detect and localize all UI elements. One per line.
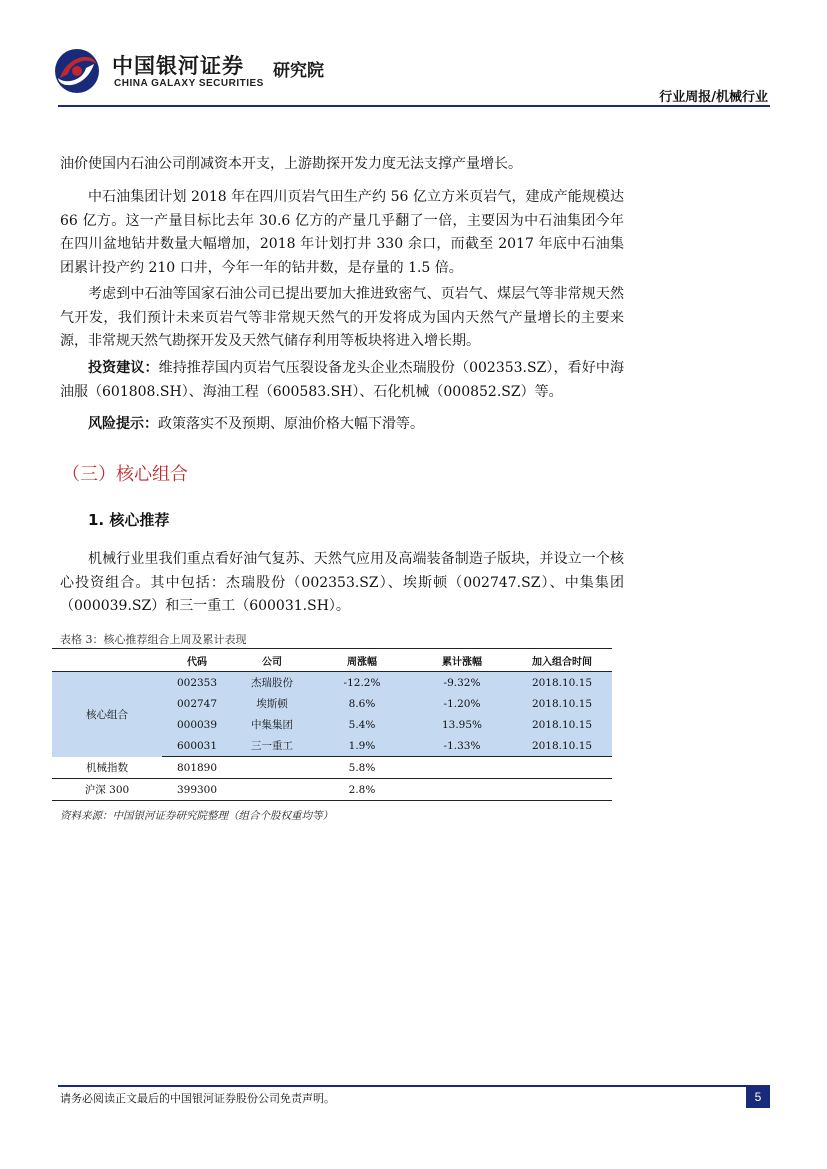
- cell-cum: [412, 757, 512, 779]
- table-caption: 表格 3：核心推荐组合上周及累计表现: [60, 633, 247, 646]
- table-row: [52, 757, 612, 779]
- section-title: （三）核心组合: [62, 464, 188, 485]
- cell-date: 2018.10.15: [512, 672, 612, 694]
- report-category: 行业周报/机械行业: [659, 90, 768, 105]
- cell-date: 2018.10.15: [512, 693, 612, 714]
- page-number: 5: [746, 1086, 770, 1108]
- cell-company: 中集集团: [232, 714, 312, 735]
- header-company: 公司: [232, 649, 312, 672]
- risk-warning-text: 政策落实不及预期、原油价格大幅下滑等。: [158, 416, 424, 432]
- footer-divider: [58, 1085, 770, 1087]
- subsection-title: 1. 核心推荐: [88, 511, 170, 529]
- cell-week: 2.8%: [312, 779, 412, 801]
- cell-code: 801890: [162, 757, 232, 779]
- page-header: [40, 40, 770, 106]
- cell-date: [512, 779, 612, 801]
- paragraph-1: 油价使国内石油公司削减资本开支，上游勘探开发力度无法支撑产量增长。: [60, 156, 522, 172]
- paragraph-3: 考虑到中石油等国家石油公司已提出要加大推进致密气、页岩气、煤层气等非常规天然气开发，我们预计未来页岩气等非常规天然气的开发将成为国内天然气产量增长的主要来源，非常规天然气勘探开发及天然气储存利用等板块将进入增长期。: [60, 286, 624, 349]
- cell-code: 002353: [162, 672, 232, 694]
- cell-company: 杰瑞股份: [232, 672, 312, 694]
- investment-advice-text: 维持推荐国内页岩气压裂设备龙头企业杰瑞股份（002353.SZ），看好中海油服（601808.SH）、海油工程（600583.SH）、石化机械（000852.SZ）等。: [60, 360, 624, 400]
- galaxy-logo-icon: [54, 48, 100, 94]
- cell-code: 002747: [162, 693, 232, 714]
- group-label: 核心组合: [52, 672, 162, 757]
- core-portfolio-table: [52, 648, 612, 801]
- cell-index-name: 机械指数: [52, 757, 162, 779]
- logo-institute: 研究院: [273, 61, 324, 81]
- cell-cum: 13.95%: [412, 714, 512, 735]
- table-header-row: [52, 649, 612, 672]
- cell-code: 000039: [162, 714, 232, 735]
- header-week-change: 周涨幅: [312, 649, 412, 672]
- header-divider: [58, 105, 770, 107]
- table-row: [52, 779, 612, 801]
- header-blank: [52, 649, 162, 672]
- investment-advice-label: 投资建议：: [88, 360, 159, 376]
- cell-week: 5.8%: [312, 757, 412, 779]
- header-code: 代码: [162, 649, 232, 672]
- cell-week: 1.9%: [312, 735, 412, 757]
- cell-cum: [412, 779, 512, 801]
- cell-company: [232, 779, 312, 801]
- cell-cum: -9.32%: [412, 672, 512, 694]
- cell-company: [232, 757, 312, 779]
- header-cum-change: 累计涨幅: [412, 649, 512, 672]
- logo-english-name: CHINA GALAXY SECURITIES: [114, 78, 264, 89]
- logo-chinese-name: 中国银河证券: [112, 54, 244, 78]
- company-logo: [40, 40, 330, 102]
- cell-date: 2018.10.15: [512, 714, 612, 735]
- cell-cum: -1.20%: [412, 693, 512, 714]
- cell-week: 5.4%: [312, 714, 412, 735]
- cell-week: 8.6%: [312, 693, 412, 714]
- cell-cum: -1.33%: [412, 735, 512, 757]
- cell-week: -12.2%: [312, 672, 412, 694]
- table-source: 资料来源：中国银河证券研究院整理（组合个股权重均等）: [60, 810, 333, 822]
- paragraph-2: 中石油集团计划 2018 年在四川页岩气田生产约 56 亿立方米页岩气，建成产能规模达 66 亿方。这一产量目标比去年 30.6 亿方的产量几乎翻了一倍，主要因为中石油集团今年在四川盆地钻井数量大幅增加，2018 年计划打井 330 余口，而截至 2017 年底中石油集团累计投产约 210 口井，今年一年的钻井数，是存量的 1.5 倍。: [60, 189, 624, 276]
- table-row: [52, 672, 612, 694]
- header-join-date: 加入组合时间: [512, 649, 612, 672]
- core-portfolio-paragraph: 机械行业里我们重点看好油气复苏、天然气应用及高端装备制造子版块，并设立一个核心投资组合。其中包括：杰瑞股份（002353.SZ）、埃斯顿（002747.SZ）、中集集团（000039.SZ）和三一重工（600031.SH）。: [60, 551, 624, 614]
- cell-code: 399300: [162, 779, 232, 801]
- cell-date: 2018.10.15: [512, 735, 612, 757]
- investment-advice: [60, 357, 624, 404]
- cell-company: 埃斯顿: [232, 693, 312, 714]
- risk-warning: [60, 413, 624, 437]
- risk-warning-label: 风险提示：: [88, 416, 158, 432]
- cell-company: 三一重工: [232, 735, 312, 757]
- cell-index-name: 沪深 300: [52, 779, 162, 801]
- cell-date: [512, 757, 612, 779]
- footer-disclaimer: 请务必阅读正文最后的中国银河证券股份公司免责声明。: [60, 1092, 335, 1105]
- cell-code: 600031: [162, 735, 232, 757]
